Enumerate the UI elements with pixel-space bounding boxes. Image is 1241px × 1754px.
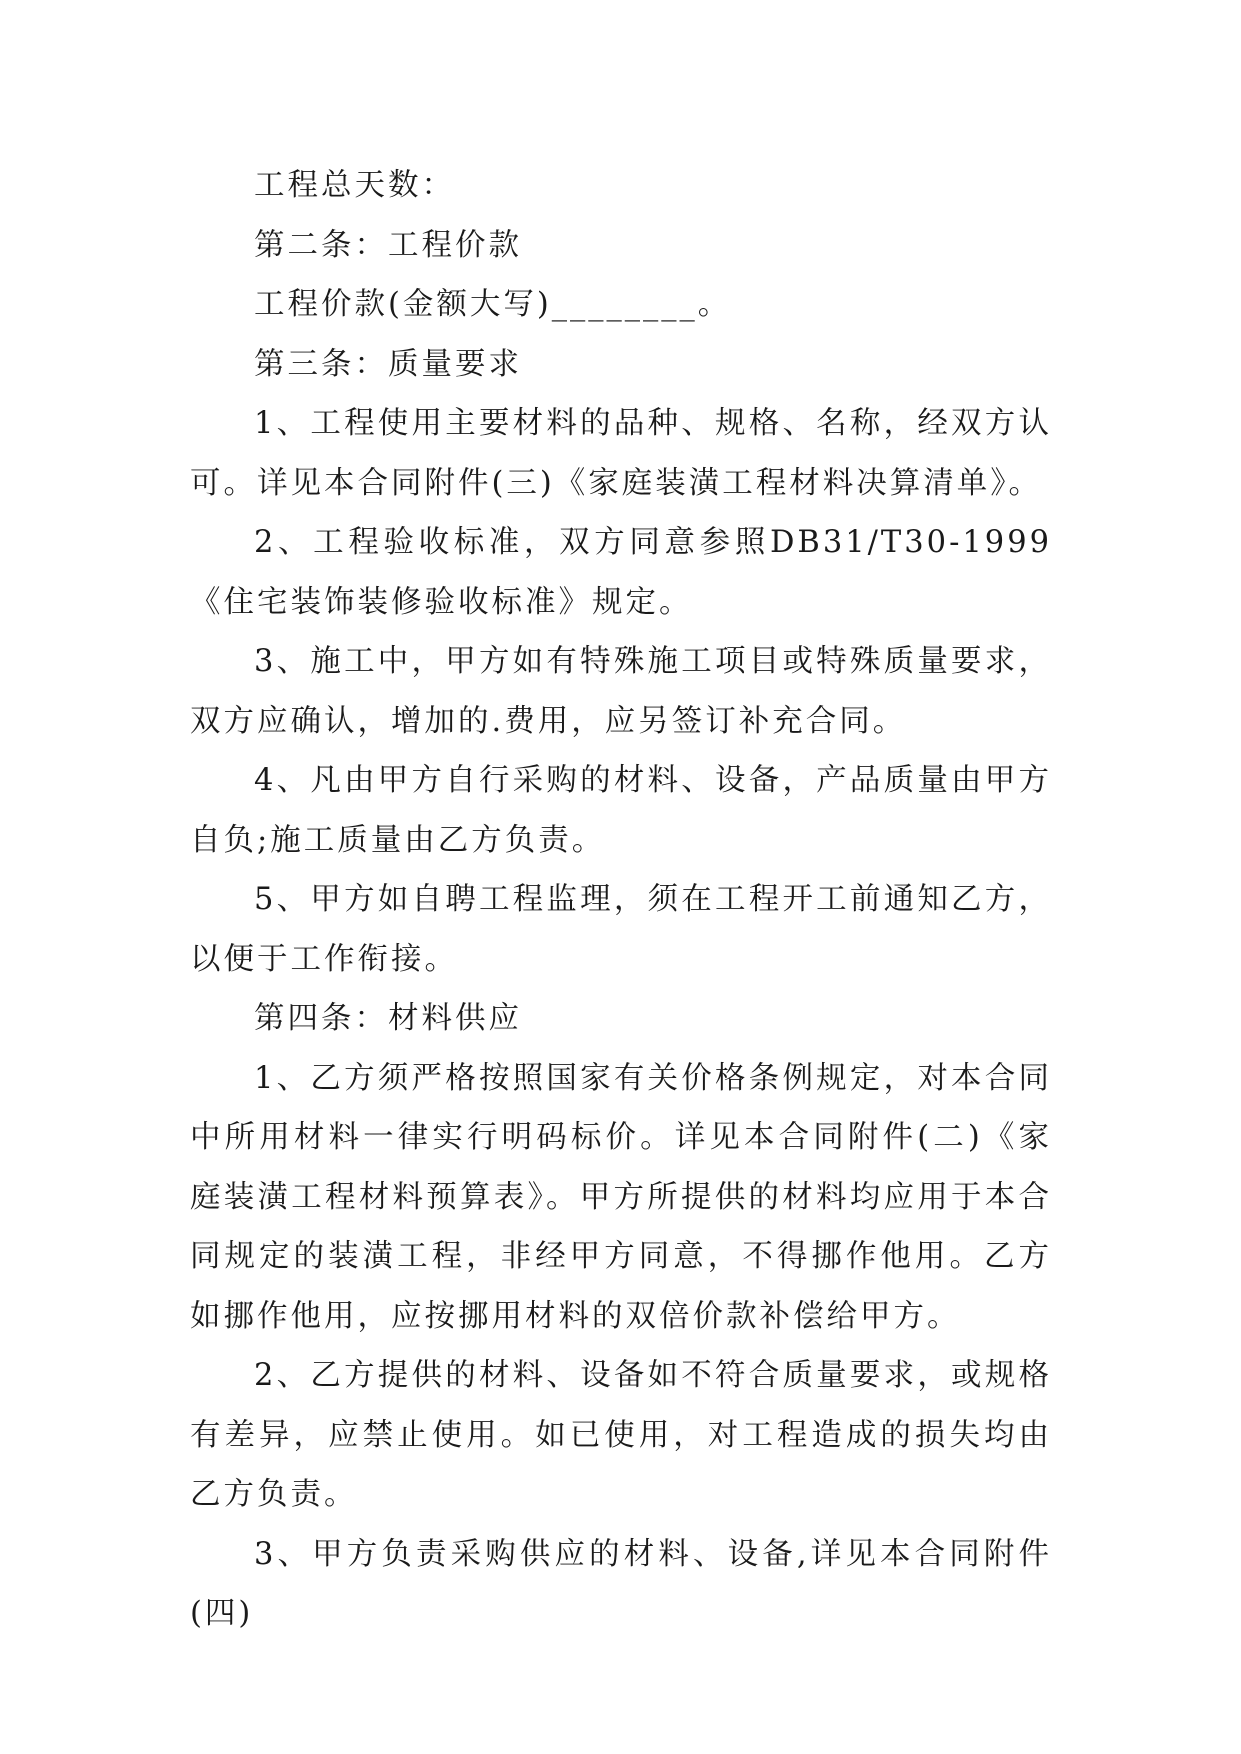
paragraph-total-days: 工程总天数： [254,168,455,203]
paragraph-supply-3: 3、甲方负责采购供应的材料、设备,详见本合同附件(四) [190,1536,1052,1631]
heading-article-4: 第四条：材料供应 [254,1001,522,1036]
paragraph-supply-1: 1、乙方须严格按照国家有关价格条例规定，对本合同中所用材料一律实行明码标价。详见本合同附件(二)《家庭装潢工程材料预算表》。甲方所提供的材料均应用于本合同规定的装潢工程，非经甲方同意，不得挪作他用。乙方如挪作他用，应按挪用材料的双倍价款补偿给甲方。 [190,1060,1052,1334]
paragraph-quality-5: 5、甲方如自聘工程监理，须在工程开工前通知乙方，以便于工作衔接。 [190,882,1052,977]
paragraph-quality-4: 4、凡由甲方自行采购的材料、设备，产品质量由甲方自负;施工质量由乙方负责。 [190,763,1052,858]
heading-article-2: 第二条：工程价款 [254,227,522,263]
paragraph-quality-2: 2、工程验收标准，双方同意参照DB31/T30-1999《住宅装饰装修验收标准》规定。 [190,525,1052,620]
document-page [190,156,1052,1644]
paragraph-quality-3: 3、施工中，甲方如有特殊施工项目或特殊质量要求，双方应确认，增加的.费用，应另签订补充合同。 [190,644,1052,739]
paragraph-project-price: 工程价款(金额大写)________。 [254,287,732,322]
paragraph-quality-1: 1、工程使用主要材料的品种、规格、名称，经双方认可。详见本合同附件(三)《家庭装潢工程材料决算清单》。 [190,406,1052,501]
heading-article-3: 第三条：质量要求 [254,346,522,382]
paragraph-supply-2: 2、乙方提供的材料、设备如不符合质量要求，或规格有差异，应禁止使用。如已使用，对工程造成的损失均由乙方负责。 [190,1358,1052,1512]
